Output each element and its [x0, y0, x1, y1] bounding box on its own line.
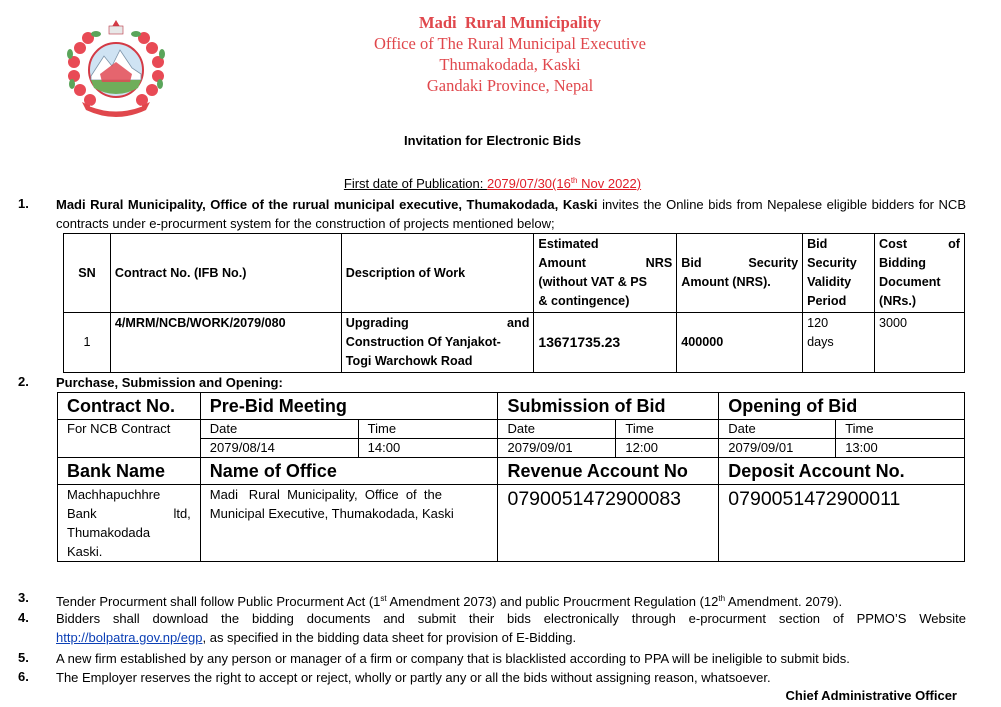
account-header-row — [58, 458, 965, 485]
prebid-time-label: Time — [358, 420, 498, 439]
header-sn: SN — [64, 234, 111, 313]
prebid-time: 14:00 — [358, 439, 498, 458]
item-text-5: A new firm established by any person or manager of a firm or company that is blacklisted according to PPA will be ineligible to submit bids. — [56, 651, 850, 666]
row-amount: 13671735.23 — [534, 313, 677, 373]
publication-label: First date of Publication: — [343, 176, 487, 191]
header-line-3: Thumakodada, Kaski — [439, 55, 581, 74]
header-line-1: Madi Rural Municipality — [419, 13, 601, 32]
header-line-2: Office of The Rural Municipal Executive — [373, 34, 646, 53]
row-cost: 3000 — [875, 313, 965, 373]
header-line-4: Gandaki Province, Nepal — [426, 76, 594, 95]
row-contract-no: 4/MRM/NCB/WORK/2079/080 — [110, 313, 341, 373]
header-bid-security: Bid Security Amount (NRS). — [677, 234, 803, 313]
contracts-table-header — [64, 234, 965, 313]
item-number-2: 2. — [18, 374, 29, 389]
header-revenue-account: Revenue Account No — [498, 458, 719, 485]
submission-time: 12:00 — [616, 439, 719, 458]
header-validity-period: Bid Security Validity Period — [803, 234, 875, 313]
header-name-of-office: Name of Office — [200, 458, 498, 485]
header-bank-name: Bank Name — [58, 458, 201, 485]
item-text-2: Purchase, Submission and Opening: — [56, 375, 283, 390]
header-description: Description of Work — [341, 234, 534, 313]
row-sn: 1 — [64, 313, 111, 373]
signature-title: Chief Administrative Officer — [785, 688, 957, 703]
office-name-value: Madi Rural Municipality, Office of the Municipal Executive, Thumakodada, Kaski — [200, 485, 498, 562]
item-number-4: 4. — [18, 610, 29, 625]
header-contract-no: Contract No. — [58, 393, 201, 420]
submission-time-label: Time — [616, 420, 719, 439]
item-text-6: The Employer reserves the right to accept or reject, wholly or partly any or all the bids without assigning reason, whatsoever. — [56, 670, 771, 685]
header-prebid-meeting: Pre-Bid Meeting — [200, 393, 498, 420]
bank-name-value: Machhapuchhre Bank ltd, Thumakodada Kaski. — [58, 485, 201, 562]
submission-date: 2079/09/01 — [498, 439, 616, 458]
submission-date-label: Date — [498, 420, 616, 439]
opening-date: 2079/09/01 — [719, 439, 836, 458]
header-document-cost: Cost of Bidding Document (NRs.) — [875, 234, 965, 313]
opening-time-label: Time — [836, 420, 965, 439]
opening-date-label: Date — [719, 420, 836, 439]
account-value-row — [58, 485, 965, 562]
header-deposit-account: Deposit Account No. — [719, 458, 965, 485]
item-number-1: 1. — [18, 196, 29, 211]
deposit-account-number: 0790051472900011 — [719, 485, 965, 562]
row-validity: 120 days — [803, 313, 875, 373]
schedule-header-row — [58, 393, 965, 420]
header-estimated-amount: Estimated Amount NRS (without VAT & PS & contingence) — [534, 234, 677, 313]
schedule-label-row — [58, 420, 965, 439]
schedule-table — [57, 392, 965, 562]
opening-time: 13:00 — [836, 439, 965, 458]
for-ncb-contract: For NCB Contract — [58, 420, 201, 458]
municipality-header — [300, 12, 720, 96]
publication-date-value: 2079/07/30(16th Nov 2022) — [486, 176, 642, 191]
row-description: Upgrading and Construction Of Yanjakot- Togi Warchowk Road — [341, 313, 534, 373]
item-text-4: Bidders shall download the bidding documents and submit their bids electronically through e-procurment section of PPMO’S Website http://bolpatra.gov.np/egp, as specified in the bidding data sheet for provision of E-Bidding. — [56, 611, 966, 645]
prebid-date-label: Date — [200, 420, 358, 439]
nepal-emblem-logo — [60, 16, 172, 120]
header-opening: Opening of Bid — [719, 393, 965, 420]
header-submission: Submission of Bid — [498, 393, 719, 420]
item-number-5: 5. — [18, 650, 29, 665]
publication-date — [0, 176, 985, 191]
revenue-account-number: 0790051472900083 — [498, 485, 719, 562]
row-security: 400000 — [677, 313, 803, 373]
prebid-date: 2079/08/14 — [200, 439, 358, 458]
table-row — [64, 313, 965, 373]
header-contract-no: Contract No. (IFB No.) — [110, 234, 341, 313]
contracts-table — [63, 233, 965, 373]
item-text-1: Madi Rural Municipality, Office of the rurual municipal executive, Thumakodada, Kaski invites the Online bids from Nepalese eligible bidders for NCB contracts under e-procurment system for the construction of projects mentioned below; — [56, 197, 966, 231]
item-number-3: 3. — [18, 590, 29, 605]
document-title: Invitation for Electronic Bids — [404, 133, 581, 148]
item-text-3: Tender Procurment shall follow Public Procurment Act (1st Amendment 2073) and public Proucrment Regulation (12th Amendment. 2079). — [56, 594, 843, 609]
egp-link[interactable]: http://bolpatra.gov.np/egp — [56, 630, 203, 645]
item-number-6: 6. — [18, 669, 29, 684]
